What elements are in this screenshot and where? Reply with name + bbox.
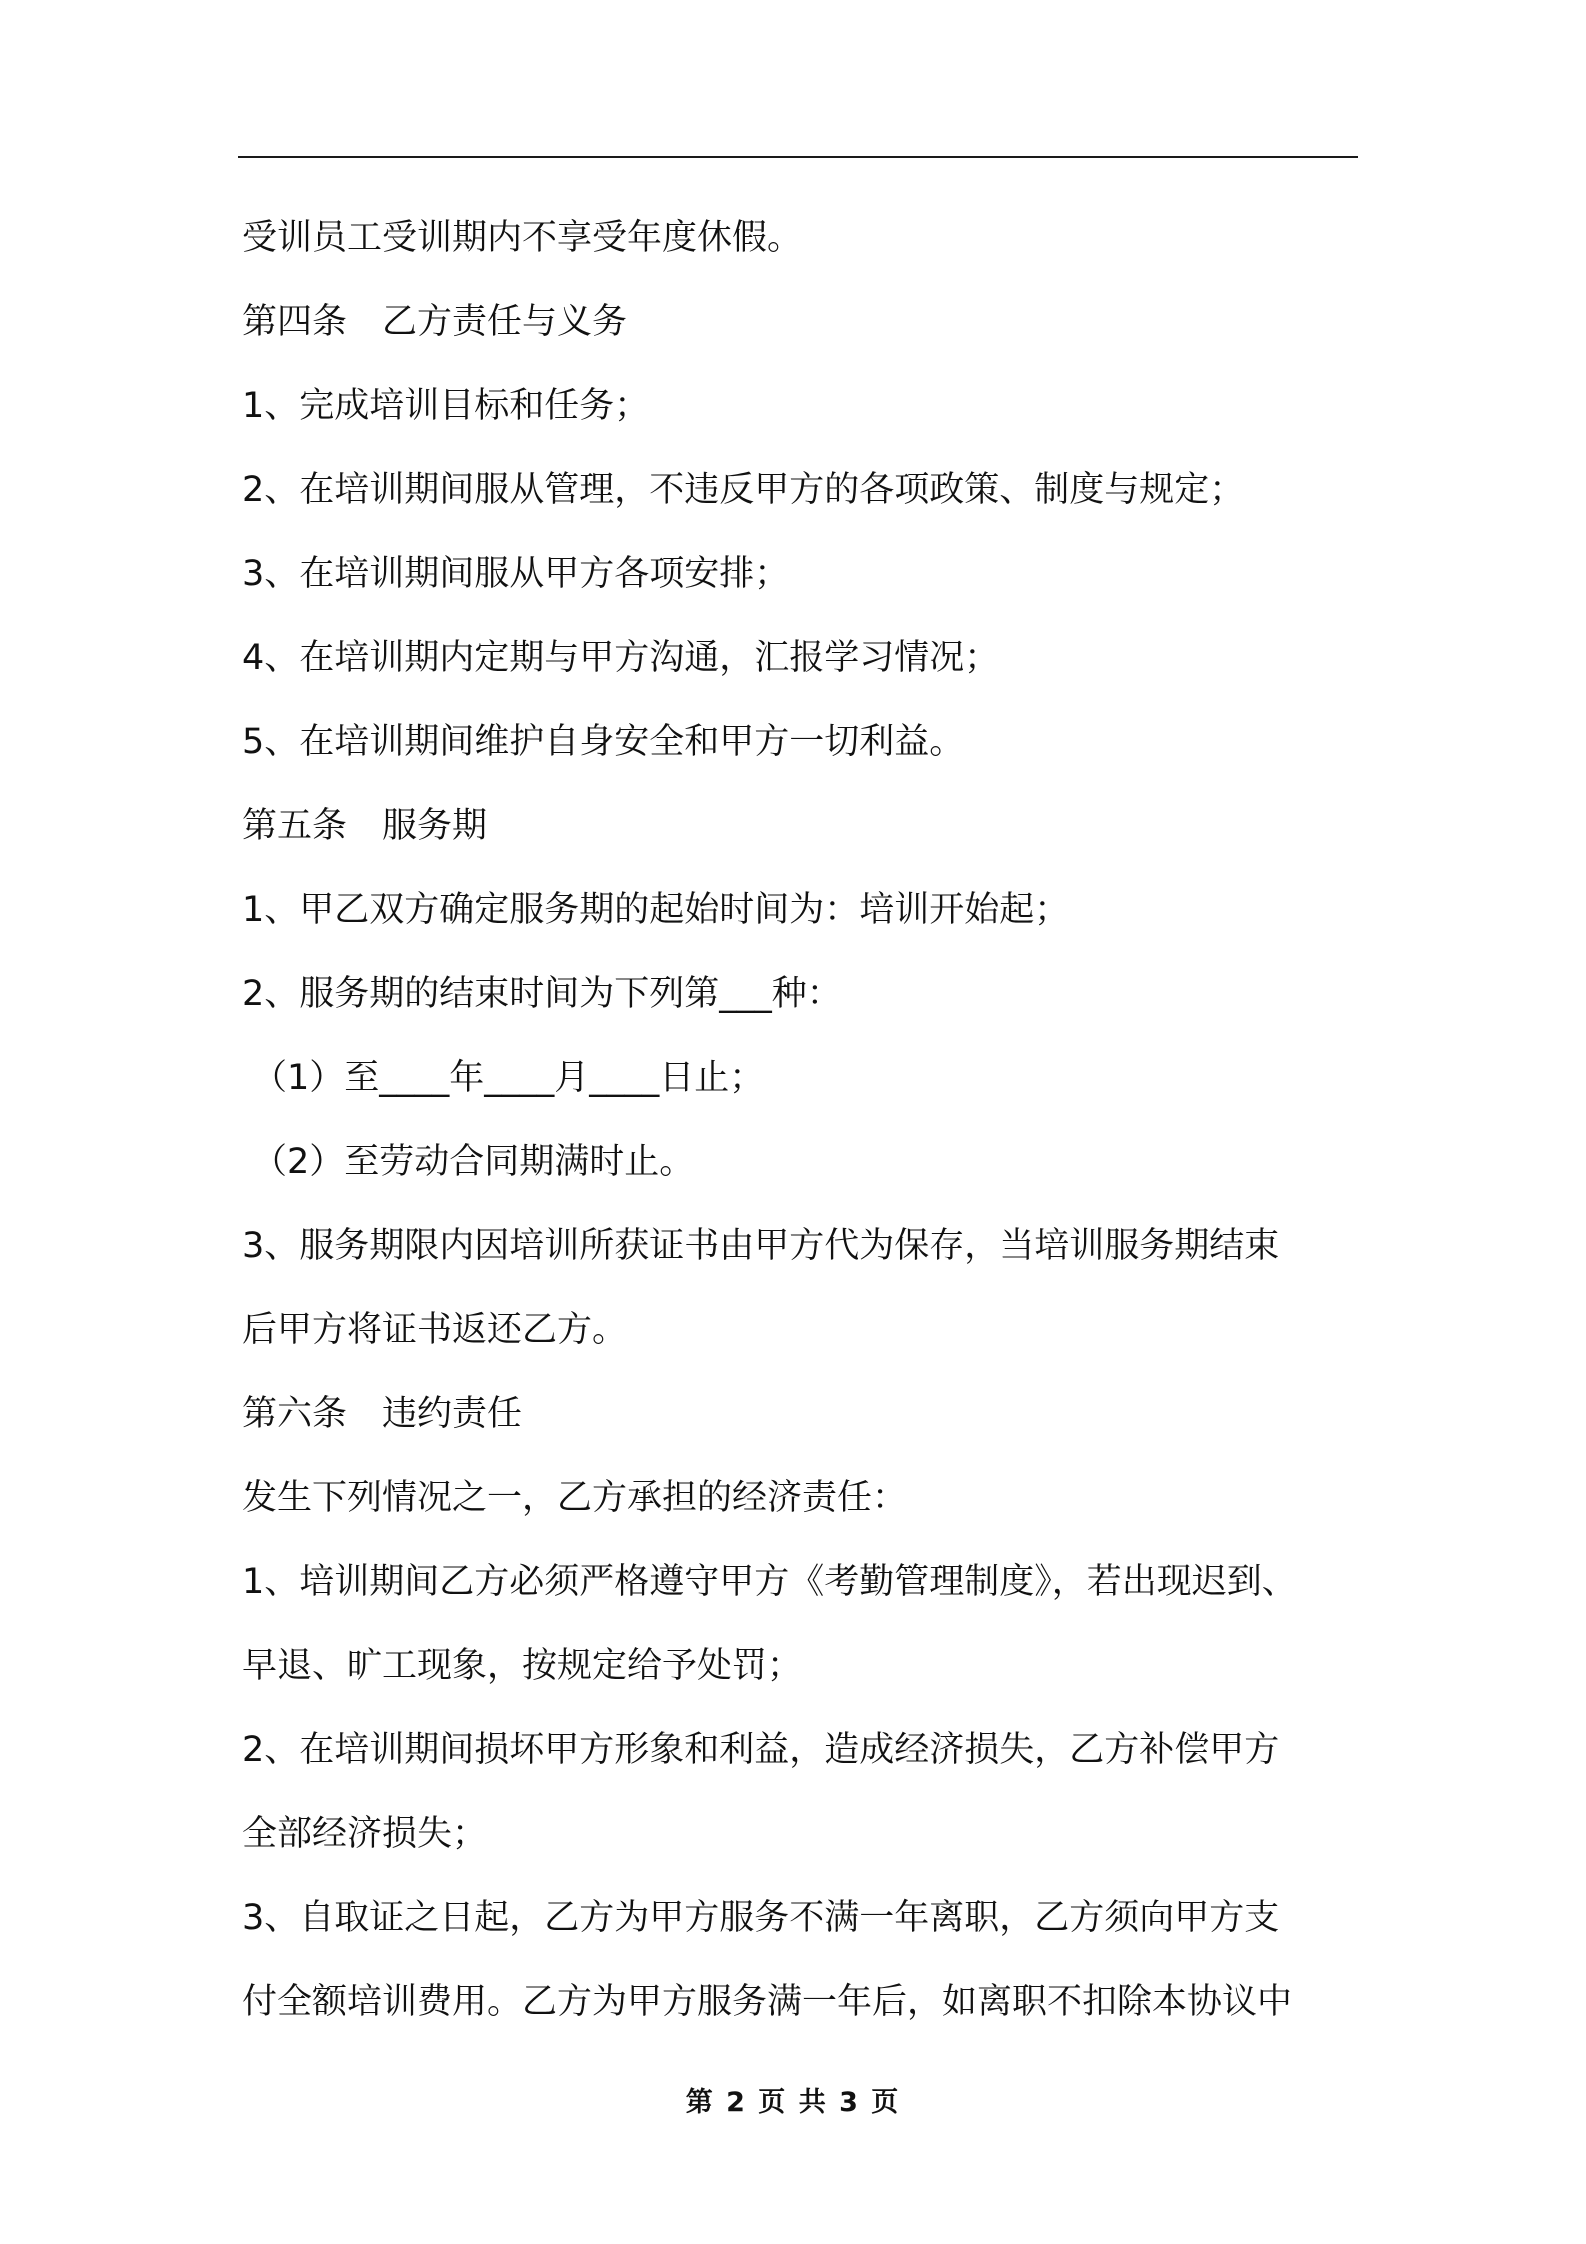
list-item: 4、在培训期内定期与甲方沟通，汇报学习情况； (242, 638, 1000, 678)
body-line: 发生下列情况之一，乙方承担的经济责任： (242, 1478, 908, 1518)
list-item: 5、在培训期间维护自身安全和甲方一切利益。 (242, 722, 965, 762)
section-heading-5: 第五条 服务期 (242, 806, 488, 846)
list-item-continuation: 后甲方将证书返还乙方。 (242, 1310, 628, 1350)
document-body (242, 196, 1360, 2044)
list-item: 3、在培训期间服从甲方各项安排； (242, 554, 790, 594)
list-item-continuation: 早退、旷工现象，按规定给予处罚； (242, 1646, 803, 1686)
sub-item: （2）至劳动合同期满时止。 (252, 1142, 695, 1182)
list-item-continuation: 付全额培训费用。乙方为甲方服务满一年后，如离职不扣除本协议中 (242, 1982, 1293, 2022)
body-line: 受训员工受训期内不享受年度休假。 (242, 218, 803, 258)
header-rule (238, 156, 1358, 158)
list-item: 2、服务期的结束时间为下列第___种： (242, 974, 842, 1014)
list-item: 2、在培训期间服从管理，不违反甲方的各项政策、制度与规定； (242, 470, 1245, 510)
list-item-continuation: 全部经济损失； (242, 1814, 488, 1854)
list-item: 2、在培训期间损坏甲方形象和利益，造成经济损失，乙方补偿甲方 (242, 1730, 1280, 1770)
section-heading-6: 第六条 违约责任 (242, 1394, 523, 1434)
list-item: 3、自取证之日起，乙方为甲方服务不满一年离职，乙方须向甲方支 (242, 1898, 1280, 1938)
sub-item: （1）至____年____月____日止； (252, 1058, 765, 1098)
section-heading-4: 第四条 乙方责任与义务 (242, 302, 628, 342)
list-item: 1、甲乙双方确定服务期的起始时间为：培训开始起； (242, 890, 1070, 930)
list-item: 1、完成培训目标和任务； (242, 386, 650, 426)
list-item: 1、培训期间乙方必须严格遵守甲方《考勤管理制度》，若出现迟到、 (242, 1562, 1297, 1602)
page-number-footer: 第 2 页 共 3 页 (685, 2087, 901, 2118)
list-item: 3、服务期限内因培训所获证书由甲方代为保存，当培训服务期结束 (242, 1226, 1280, 1266)
